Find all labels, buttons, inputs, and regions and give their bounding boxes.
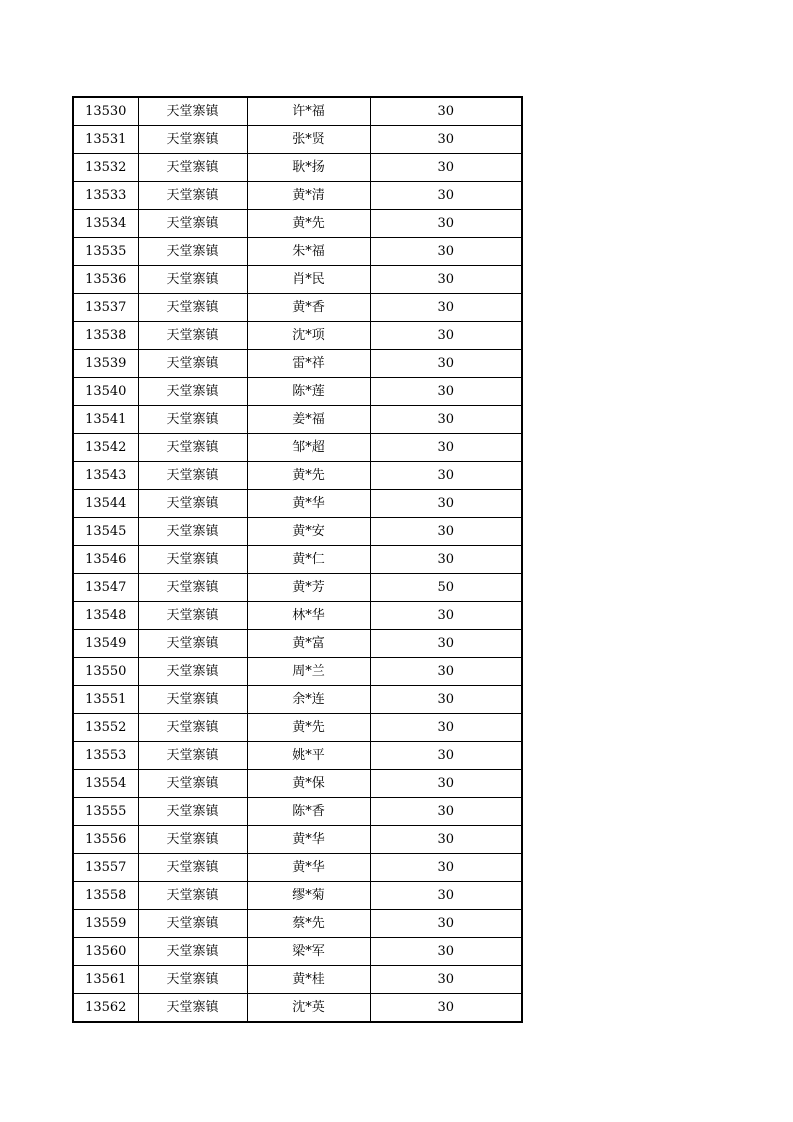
amount-cell: 30 [370, 742, 522, 770]
amount-cell: 30 [370, 406, 522, 434]
row-number-cell: 13531 [73, 126, 138, 154]
table-row [73, 350, 522, 378]
name-cell: 黄*桂 [247, 966, 370, 994]
name-cell: 缪*菊 [247, 882, 370, 910]
table-row [73, 490, 522, 518]
name-cell: 黄*安 [247, 518, 370, 546]
name-cell: 陈*莲 [247, 378, 370, 406]
row-number-cell: 13555 [73, 798, 138, 826]
name-cell: 黄*富 [247, 630, 370, 658]
table-row [73, 826, 522, 854]
town-cell: 天堂寨镇 [138, 490, 247, 518]
town-cell: 天堂寨镇 [138, 462, 247, 490]
name-cell: 黄*华 [247, 826, 370, 854]
name-cell: 黄*仁 [247, 546, 370, 574]
town-cell: 天堂寨镇 [138, 882, 247, 910]
name-cell: 黄*清 [247, 182, 370, 210]
name-cell: 黄*华 [247, 854, 370, 882]
row-number-cell: 13559 [73, 910, 138, 938]
name-cell: 黄*香 [247, 294, 370, 322]
amount-cell: 30 [370, 518, 522, 546]
row-number-cell: 13560 [73, 938, 138, 966]
amount-cell: 30 [370, 966, 522, 994]
name-cell: 余*连 [247, 686, 370, 714]
table-row [73, 294, 522, 322]
amount-cell: 30 [370, 854, 522, 882]
name-cell: 许*福 [247, 97, 370, 126]
amount-cell: 30 [370, 714, 522, 742]
amount-cell: 30 [370, 126, 522, 154]
table-row [73, 518, 522, 546]
amount-cell: 30 [370, 882, 522, 910]
row-number-cell: 13537 [73, 294, 138, 322]
table-row [73, 462, 522, 490]
town-cell: 天堂寨镇 [138, 154, 247, 182]
amount-cell: 30 [370, 994, 522, 1023]
name-cell: 黄*芳 [247, 574, 370, 602]
row-number-cell: 13552 [73, 714, 138, 742]
table-row [73, 546, 522, 574]
amount-cell: 30 [370, 938, 522, 966]
table-row [73, 938, 522, 966]
town-cell: 天堂寨镇 [138, 574, 247, 602]
table-row [73, 882, 522, 910]
town-cell: 天堂寨镇 [138, 350, 247, 378]
table-row [73, 406, 522, 434]
town-cell: 天堂寨镇 [138, 434, 247, 462]
table-body [73, 97, 522, 1022]
row-number-cell: 13532 [73, 154, 138, 182]
amount-cell: 30 [370, 266, 522, 294]
amount-cell: 30 [370, 602, 522, 630]
town-cell: 天堂寨镇 [138, 966, 247, 994]
row-number-cell: 13535 [73, 238, 138, 266]
name-cell: 沈*英 [247, 994, 370, 1023]
town-cell: 天堂寨镇 [138, 210, 247, 238]
amount-cell: 30 [370, 490, 522, 518]
town-cell: 天堂寨镇 [138, 546, 247, 574]
town-cell: 天堂寨镇 [138, 294, 247, 322]
row-number-cell: 13553 [73, 742, 138, 770]
row-number-cell: 13538 [73, 322, 138, 350]
row-number-cell: 13533 [73, 182, 138, 210]
table-row [73, 322, 522, 350]
subsidy-table [72, 96, 523, 1023]
table-row [73, 378, 522, 406]
name-cell: 梁*军 [247, 938, 370, 966]
amount-cell: 30 [370, 154, 522, 182]
row-number-cell: 13545 [73, 518, 138, 546]
name-cell: 蔡*先 [247, 910, 370, 938]
amount-cell: 30 [370, 462, 522, 490]
amount-cell: 30 [370, 238, 522, 266]
row-number-cell: 13548 [73, 602, 138, 630]
name-cell: 林*华 [247, 602, 370, 630]
row-number-cell: 13557 [73, 854, 138, 882]
amount-cell: 30 [370, 910, 522, 938]
name-cell: 黄*保 [247, 770, 370, 798]
town-cell: 天堂寨镇 [138, 518, 247, 546]
table-row [73, 630, 522, 658]
table-row [73, 574, 522, 602]
amount-cell: 50 [370, 574, 522, 602]
amount-cell: 30 [370, 770, 522, 798]
town-cell: 天堂寨镇 [138, 602, 247, 630]
town-cell: 天堂寨镇 [138, 322, 247, 350]
table-row [73, 126, 522, 154]
name-cell: 陈*香 [247, 798, 370, 826]
row-number-cell: 13540 [73, 378, 138, 406]
name-cell: 邹*超 [247, 434, 370, 462]
town-cell: 天堂寨镇 [138, 686, 247, 714]
amount-cell: 30 [370, 630, 522, 658]
town-cell: 天堂寨镇 [138, 938, 247, 966]
town-cell: 天堂寨镇 [138, 97, 247, 126]
row-number-cell: 13542 [73, 434, 138, 462]
town-cell: 天堂寨镇 [138, 854, 247, 882]
name-cell: 沈*项 [247, 322, 370, 350]
name-cell: 雷*祥 [247, 350, 370, 378]
table-row [73, 154, 522, 182]
row-number-cell: 13536 [73, 266, 138, 294]
row-number-cell: 13550 [73, 658, 138, 686]
amount-cell: 30 [370, 546, 522, 574]
town-cell: 天堂寨镇 [138, 126, 247, 154]
table-row [73, 714, 522, 742]
table-row [73, 182, 522, 210]
table-row [73, 742, 522, 770]
amount-cell: 30 [370, 378, 522, 406]
name-cell: 周*兰 [247, 658, 370, 686]
name-cell: 姜*福 [247, 406, 370, 434]
table-row [73, 97, 522, 126]
town-cell: 天堂寨镇 [138, 266, 247, 294]
name-cell: 张*贤 [247, 126, 370, 154]
town-cell: 天堂寨镇 [138, 630, 247, 658]
table-row [73, 966, 522, 994]
amount-cell: 30 [370, 97, 522, 126]
amount-cell: 30 [370, 434, 522, 462]
name-cell: 黄*华 [247, 490, 370, 518]
table-row [73, 798, 522, 826]
name-cell: 朱*福 [247, 238, 370, 266]
table-row [73, 602, 522, 630]
name-cell: 黄*先 [247, 714, 370, 742]
town-cell: 天堂寨镇 [138, 994, 247, 1023]
town-cell: 天堂寨镇 [138, 182, 247, 210]
row-number-cell: 13546 [73, 546, 138, 574]
town-cell: 天堂寨镇 [138, 798, 247, 826]
row-number-cell: 13541 [73, 406, 138, 434]
name-cell: 黄*先 [247, 462, 370, 490]
table-row [73, 210, 522, 238]
table-row [73, 238, 522, 266]
amount-cell: 30 [370, 798, 522, 826]
row-number-cell: 13534 [73, 210, 138, 238]
town-cell: 天堂寨镇 [138, 910, 247, 938]
town-cell: 天堂寨镇 [138, 826, 247, 854]
town-cell: 天堂寨镇 [138, 378, 247, 406]
table-row [73, 910, 522, 938]
table-row [73, 994, 522, 1023]
row-number-cell: 13561 [73, 966, 138, 994]
row-number-cell: 13562 [73, 994, 138, 1023]
row-number-cell: 13549 [73, 630, 138, 658]
table-row [73, 658, 522, 686]
row-number-cell: 13543 [73, 462, 138, 490]
town-cell: 天堂寨镇 [138, 406, 247, 434]
row-number-cell: 13556 [73, 826, 138, 854]
row-number-cell: 13551 [73, 686, 138, 714]
amount-cell: 30 [370, 210, 522, 238]
table-row [73, 770, 522, 798]
town-cell: 天堂寨镇 [138, 742, 247, 770]
town-cell: 天堂寨镇 [138, 770, 247, 798]
table-row [73, 686, 522, 714]
amount-cell: 30 [370, 658, 522, 686]
town-cell: 天堂寨镇 [138, 714, 247, 742]
row-number-cell: 13554 [73, 770, 138, 798]
table-row [73, 266, 522, 294]
name-cell: 姚*平 [247, 742, 370, 770]
amount-cell: 30 [370, 350, 522, 378]
row-number-cell: 13547 [73, 574, 138, 602]
name-cell: 黄*先 [247, 210, 370, 238]
amount-cell: 30 [370, 686, 522, 714]
amount-cell: 30 [370, 322, 522, 350]
town-cell: 天堂寨镇 [138, 658, 247, 686]
amount-cell: 30 [370, 294, 522, 322]
amount-cell: 30 [370, 826, 522, 854]
row-number-cell: 13530 [73, 97, 138, 126]
row-number-cell: 13544 [73, 490, 138, 518]
row-number-cell: 13539 [73, 350, 138, 378]
name-cell: 肖*民 [247, 266, 370, 294]
town-cell: 天堂寨镇 [138, 238, 247, 266]
table-row [73, 434, 522, 462]
table-row [73, 854, 522, 882]
row-number-cell: 13558 [73, 882, 138, 910]
amount-cell: 30 [370, 182, 522, 210]
name-cell: 耿*扬 [247, 154, 370, 182]
